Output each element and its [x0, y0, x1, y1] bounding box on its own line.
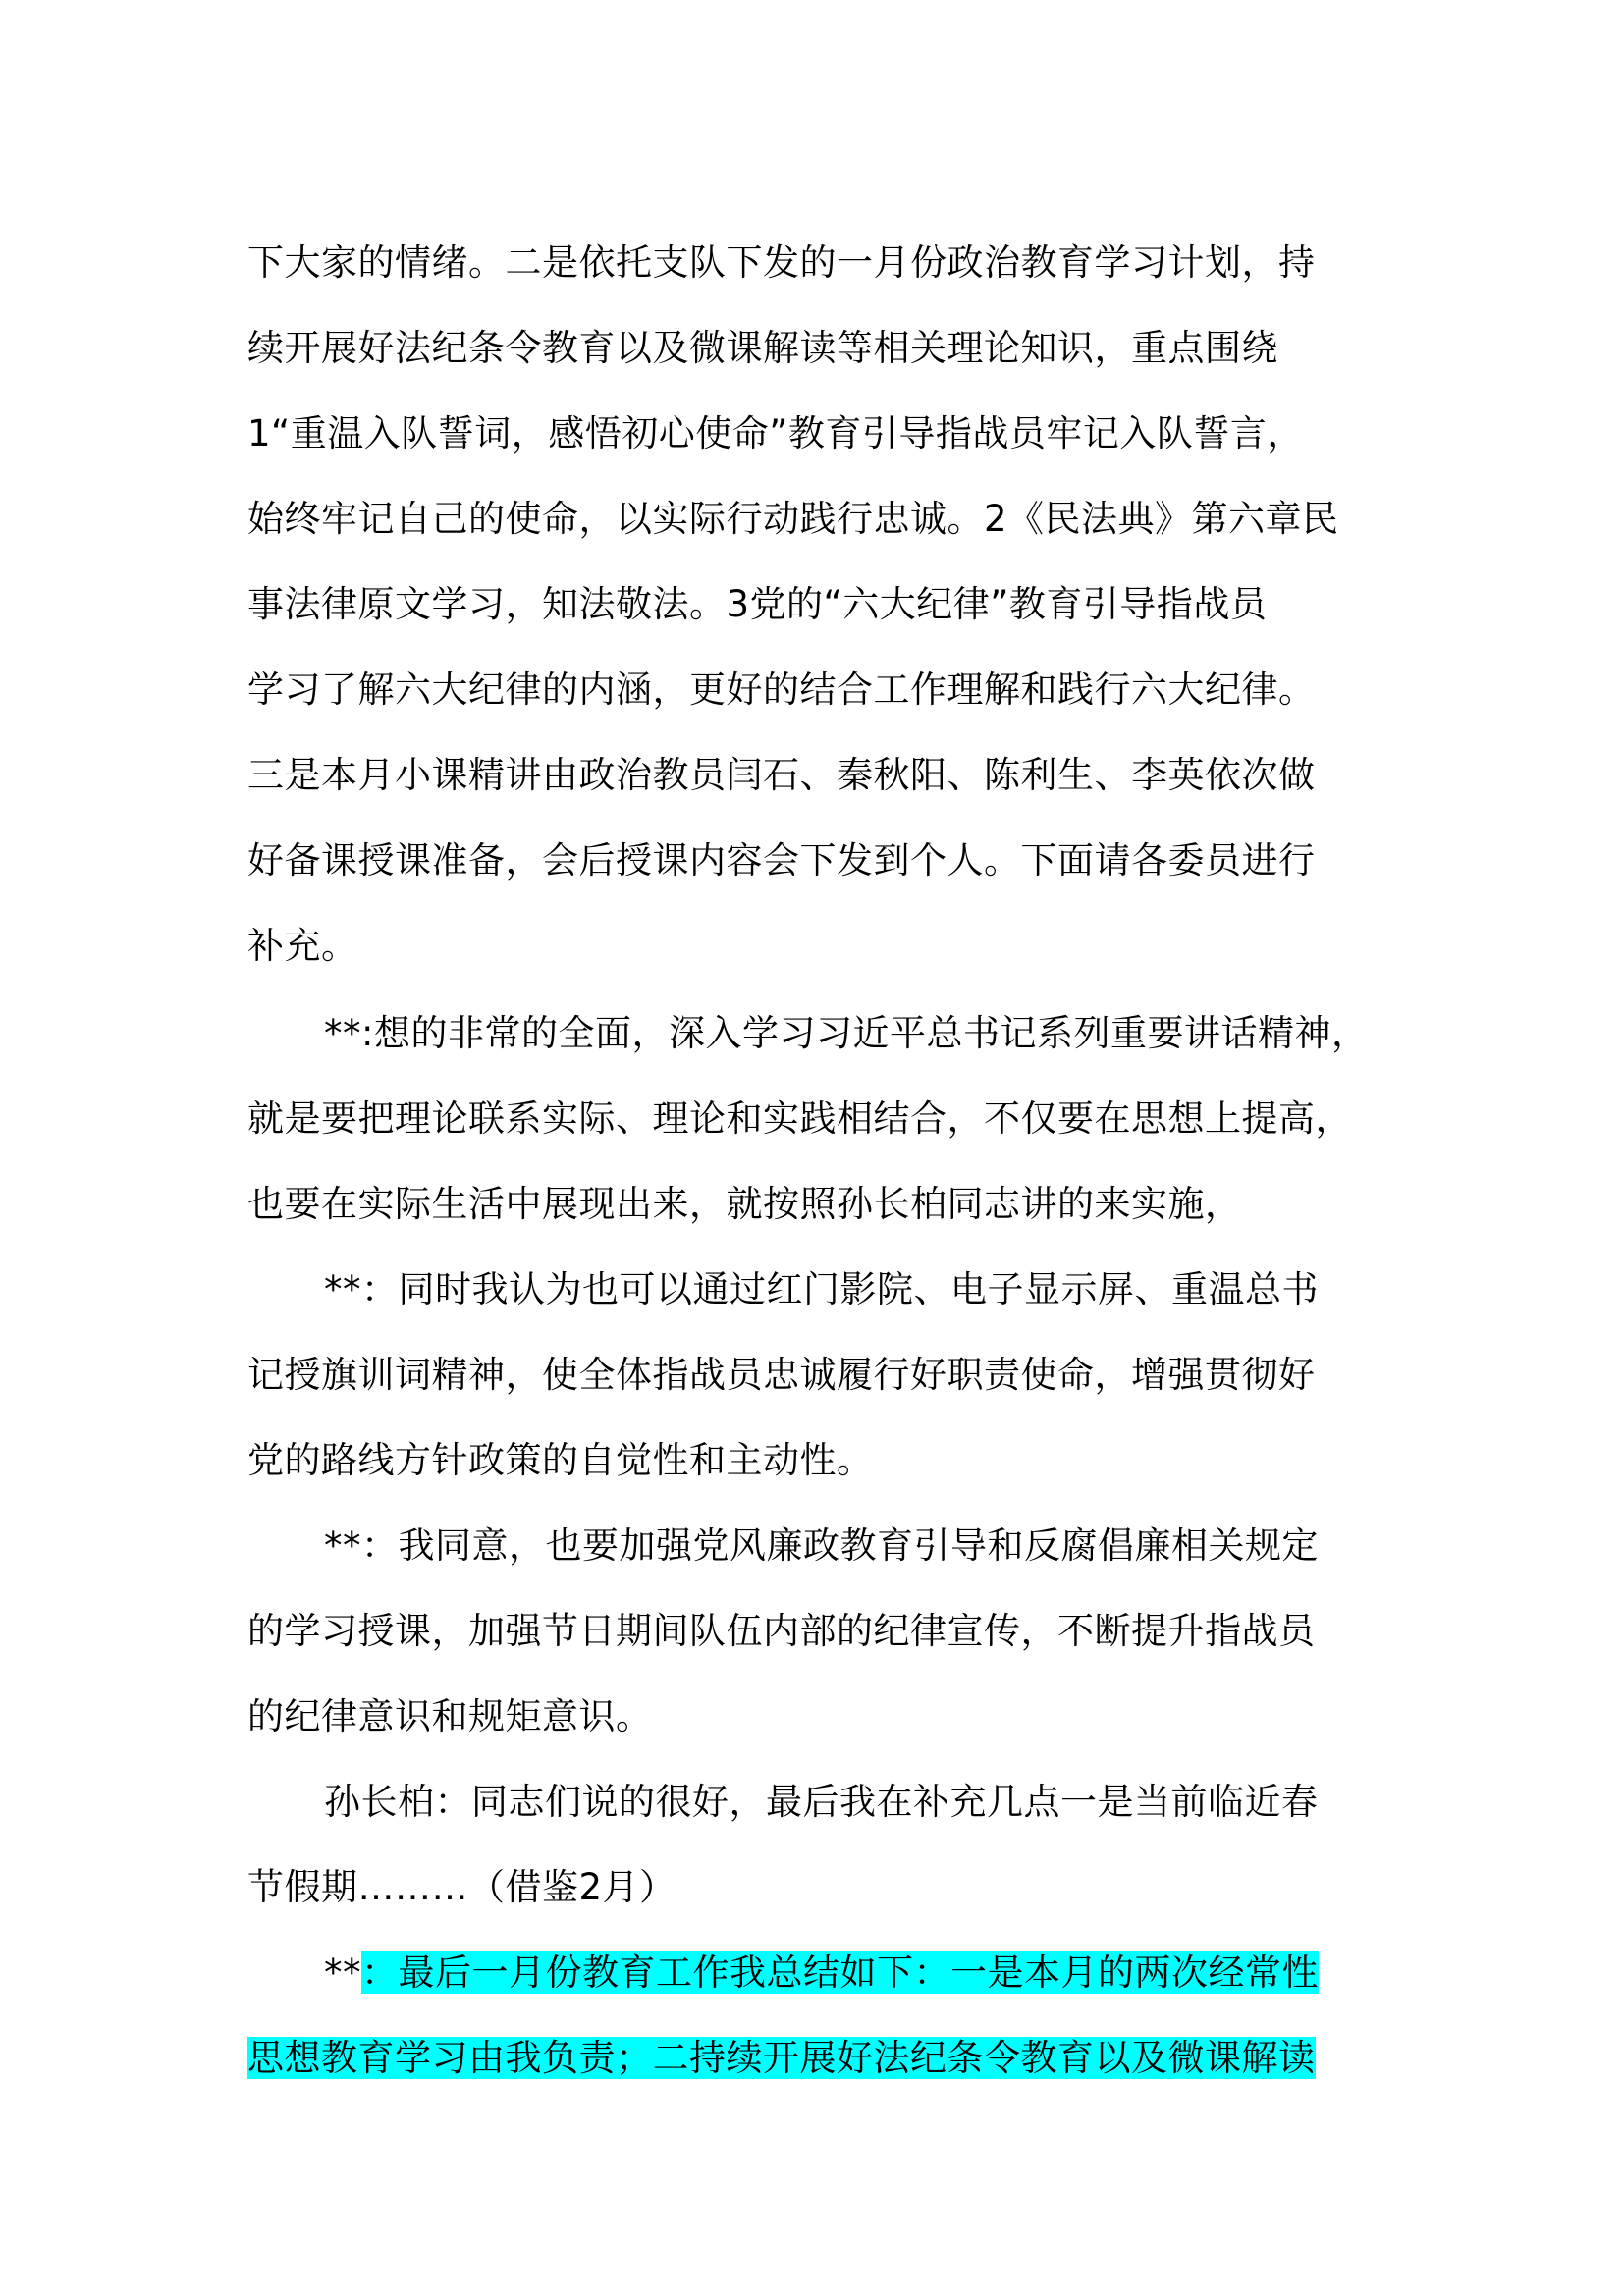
text-line: 学习了解六大纪律的内涵，更好的结合工作理解和践行六大纪律。	[247, 668, 1316, 711]
text-line: 始终牢记自己的使命，以实际行动践行忠诚。2《民法典》第六章民	[247, 498, 1339, 540]
text-line: 三是本月小课精讲由政治教员闫石、秦秋阳、陈利生、李英依次做	[247, 754, 1316, 796]
text-line: 记授旗训词精神，使全体指战员忠诚履行好职责使命，增强贯彻好	[247, 1354, 1316, 1396]
highlighted-text-line	[247, 2035, 1316, 2082]
speaker-prefix: **	[324, 1951, 361, 1994]
paragraph-line: **:想的非常的全面，深入学习习近平总书记系列重要讲话精神，	[324, 1012, 1369, 1054]
text-line: 的学习授课，加强节日期间队伍内部的纪律宣传，不断提升指战员	[247, 1610, 1316, 1652]
paragraph-line: 孙长柏：同志们说的很好，最后我在补充几点一是当前临近春	[324, 1781, 1319, 1823]
text-line: 事法律原文学习，知法敬法。3党的“六大纪律”教育引导指战员	[247, 583, 1268, 625]
text-line: 下大家的情绪。二是依托支队下发的一月份政治教育学习计划，持	[247, 241, 1316, 284]
text-line: 的纪律意识和规矩意识。	[247, 1695, 653, 1737]
text-line: 补充。	[247, 925, 358, 967]
paragraph-line: **：同时我认为也可以通过红门影院、电子显示屏、重温总书	[324, 1268, 1319, 1310]
text-line: 就是要把理论联系实际、理论和实践相结合，不仅要在思想上提高，	[247, 1097, 1352, 1140]
text-line: 党的路线方针政策的自觉性和主动性。	[247, 1439, 874, 1481]
text-line: 好备课授课准备，会后授课内容会下发到个人。下面请各委员进行	[247, 839, 1316, 881]
highlighted-text: ：最后一月份教育工作我总结如下：一是本月的两次经常性	[361, 1951, 1319, 1994]
text-line: 也要在实际生活中展现出来，就按照孙长柏同志讲的来实施，	[247, 1183, 1242, 1225]
text-line: 续开展好法纪条令教育以及微课解读等相关理论知识，重点围绕	[247, 327, 1278, 369]
highlighted-paragraph-line	[324, 1949, 1319, 1997]
paragraph-line: **：我同意，也要加强党风廉政教育引导和反腐倡廉相关规定	[324, 1524, 1319, 1567]
highlighted-text: 思想教育学习由我负责；二持续开展好法纪条令教育以及微课解读	[247, 2037, 1316, 2079]
text-line: 1“重温入队誓词，感悟初心使命”教育引导指战员牢记入队誓言，	[247, 412, 1304, 454]
text-line: 节假期………（借鉴2月）	[247, 1866, 676, 1908]
